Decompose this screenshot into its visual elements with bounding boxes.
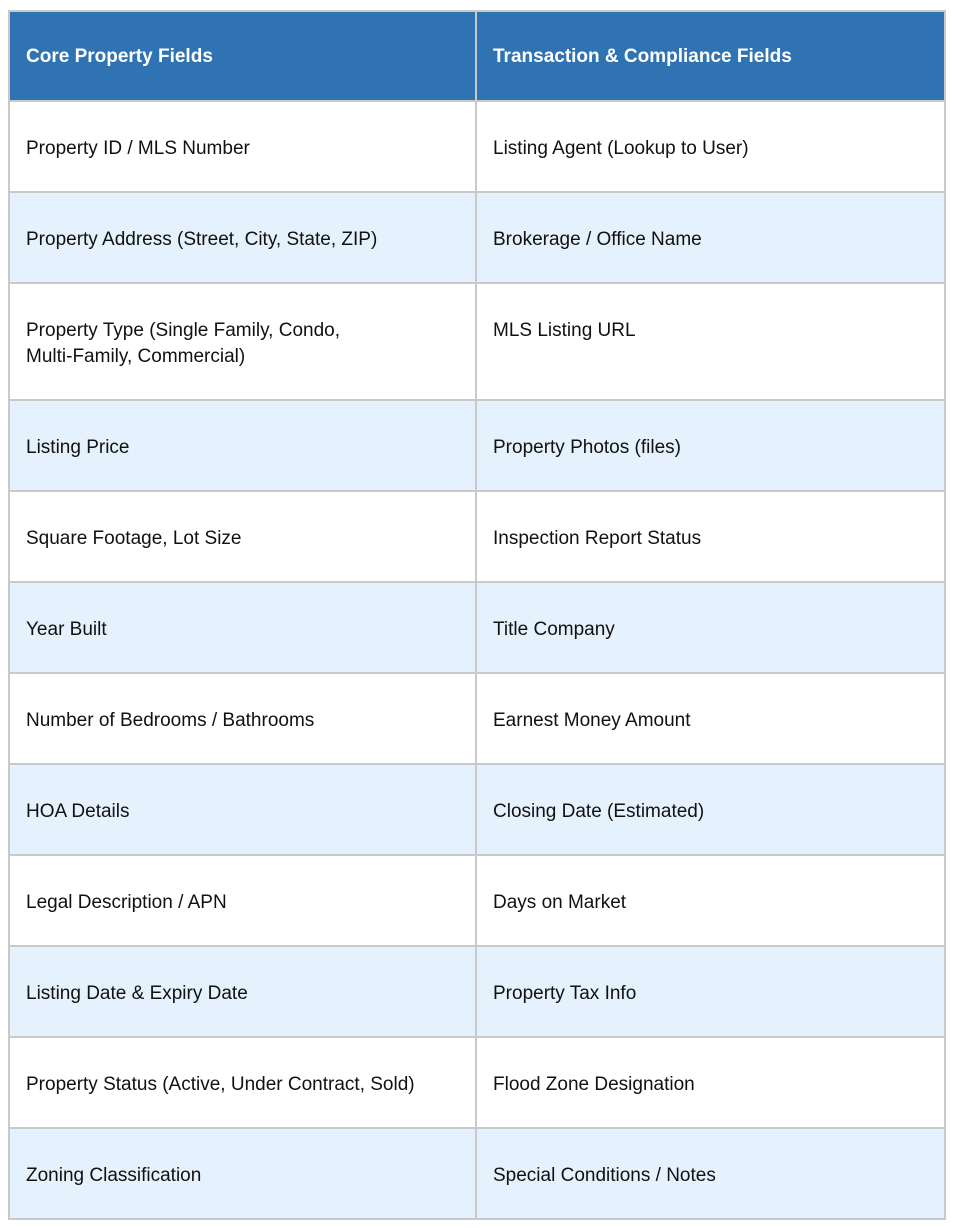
header-row <box>9 11 945 101</box>
table-row <box>9 283 945 400</box>
core-field-cell: Zoning Classification <box>9 1128 476 1219</box>
table-row <box>9 855 945 946</box>
header-core-property-fields: Core Property Fields <box>9 11 476 101</box>
transaction-field-cell: Days on Market <box>476 855 945 946</box>
core-field-cell: Property Status (Active, Under Contract, Sold) <box>9 1037 476 1128</box>
core-field-cell: Legal Description / APN <box>9 855 476 946</box>
table-row <box>9 1128 945 1219</box>
transaction-field-cell: Title Company <box>476 582 945 673</box>
table-row <box>9 192 945 283</box>
transaction-field-cell: Closing Date (Estimated) <box>476 764 945 855</box>
table-row <box>9 764 945 855</box>
table-row <box>9 491 945 582</box>
transaction-field-cell: Earnest Money Amount <box>476 673 945 764</box>
core-field-cell: Square Footage, Lot Size <box>9 491 476 582</box>
core-field-cell: Year Built <box>9 582 476 673</box>
transaction-field-cell: Listing Agent (Lookup to User) <box>476 101 945 192</box>
table-row <box>9 673 945 764</box>
core-field-cell: Property Type (Single Family, Condo, Multi-Family, Commercial) <box>9 283 476 400</box>
table-row <box>9 946 945 1037</box>
core-field-cell: Property Address (Street, City, State, ZIP) <box>9 192 476 283</box>
fields-table <box>8 10 946 1220</box>
header-transaction-compliance-fields: Transaction & Compliance Fields <box>476 11 945 101</box>
transaction-field-cell: MLS Listing URL <box>476 283 945 400</box>
core-field-cell: Listing Price <box>9 400 476 491</box>
core-field-cell: HOA Details <box>9 764 476 855</box>
core-field-cell: Listing Date & Expiry Date <box>9 946 476 1037</box>
transaction-field-cell: Property Photos (files) <box>476 400 945 491</box>
transaction-field-cell: Inspection Report Status <box>476 491 945 582</box>
table-row <box>9 1037 945 1128</box>
transaction-field-cell: Property Tax Info <box>476 946 945 1037</box>
table-row <box>9 101 945 192</box>
core-field-cell: Property ID / MLS Number <box>9 101 476 192</box>
transaction-field-cell: Special Conditions / Notes <box>476 1128 945 1219</box>
core-field-cell: Number of Bedrooms / Bathrooms <box>9 673 476 764</box>
transaction-field-cell: Brokerage / Office Name <box>476 192 945 283</box>
table-row <box>9 582 945 673</box>
transaction-field-cell: Flood Zone Designation <box>476 1037 945 1128</box>
table-row <box>9 400 945 491</box>
